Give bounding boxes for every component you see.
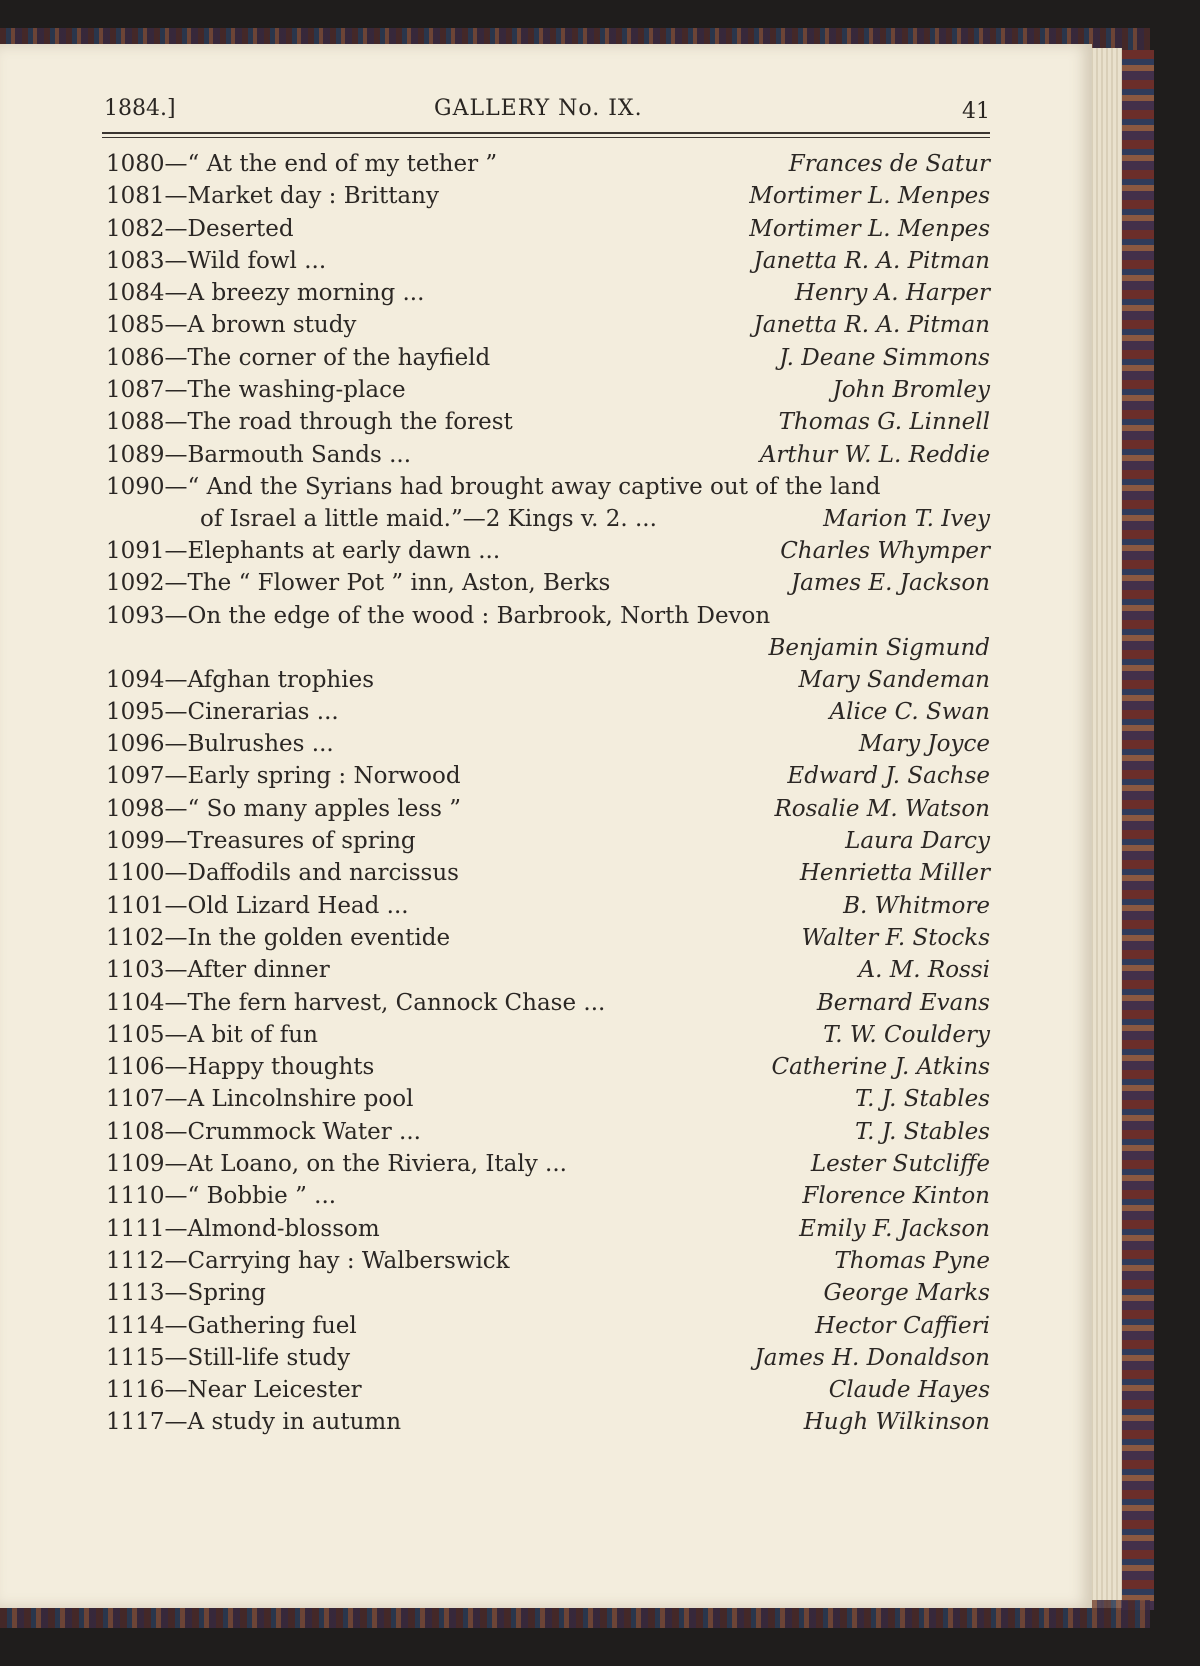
entry-title: 1088—The road through the forest <box>106 409 513 436</box>
entry-title: 1100—Daffodils and narcissus <box>106 860 459 887</box>
entry-artist: Claude Hayes <box>823 1374 990 1406</box>
catalogue-entry <box>106 1406 990 1438</box>
entry-title: 1105—A bit of fun <box>106 1021 318 1048</box>
entry-title: 1093—On the edge of the wood : Barbrook, North Devon <box>106 602 771 629</box>
entry-artist: Henrietta Miller <box>794 857 990 889</box>
entry-title: 1113—Spring <box>106 1280 266 1307</box>
catalogue-entry <box>106 728 990 760</box>
catalogue-entry <box>106 471 990 535</box>
catalogue-entry <box>106 664 990 696</box>
entry-artist: Emily F. Jackson <box>793 1213 990 1245</box>
entry-title: 1112—Carrying hay : Walberswick <box>106 1247 510 1274</box>
catalogue-entry <box>106 567 990 599</box>
entry-title: 1104—The fern harvest, Cannock Chase ... <box>106 989 606 1016</box>
catalogue-entry <box>106 213 990 245</box>
entry-title: 1110—“ Bobbie ” ... <box>106 1183 337 1210</box>
catalogue-entry <box>106 1051 990 1083</box>
catalogue-entry <box>106 1148 990 1180</box>
entry-title: 1117—A study in autumn <box>106 1409 402 1436</box>
catalogue-entry <box>106 277 990 309</box>
catalogue-entry <box>106 1180 990 1212</box>
entry-artist: Hugh Wilkinson <box>798 1406 990 1438</box>
entry-title: 1094—Afghan trophies <box>106 666 375 693</box>
entry-title: 1082—Deserted <box>106 215 294 242</box>
entry-title: 1089—Barmouth Sands ... <box>106 441 412 468</box>
entry-artist: Lester Sutcliffe <box>805 1148 990 1180</box>
catalogue-entry <box>106 148 990 180</box>
entry-artist: T. J. Stables <box>849 1083 990 1115</box>
entry-artist: Walter F. Stocks <box>796 922 990 954</box>
entry-title: 1108—Crummock Water ... <box>106 1118 421 1145</box>
catalogue-entry <box>106 1245 990 1277</box>
entry-artist: Rosalie M. Watson <box>768 793 990 825</box>
catalogue-entry <box>106 406 990 438</box>
catalogue-entry <box>106 696 990 728</box>
entry-artist: Laura Darcy <box>839 825 990 857</box>
entry-title: 1114—Gathering fuel <box>106 1312 357 1339</box>
header-year: 1884.] <box>104 96 176 121</box>
entry-title: 1096—Bulrushes ... <box>106 731 334 758</box>
entry-artist: Henry A. Harper <box>789 277 990 309</box>
catalogue-entry <box>106 180 990 212</box>
catalogue-list <box>106 148 990 1439</box>
catalogue-entry <box>106 1374 990 1406</box>
entry-artist: Florence Kinton <box>796 1180 990 1212</box>
entry-artist: James H. Donaldson <box>748 1342 990 1374</box>
catalogue-entry <box>106 857 990 889</box>
entry-title: 1084—A breezy morning ... <box>106 280 425 307</box>
catalogue-entry <box>106 1083 990 1115</box>
entry-artist: Hector Caffieri <box>809 1310 990 1342</box>
header-rule <box>102 132 990 134</box>
catalogue-entry <box>106 439 990 471</box>
entry-artist: Charles Whymper <box>774 535 990 567</box>
entry-title: 1085—A brown study <box>106 312 357 339</box>
entry-artist: T. J. Stables <box>849 1116 990 1148</box>
entry-title: 1087—The washing-place <box>106 377 406 404</box>
entry-title: 1081—Market day : Brittany <box>106 183 439 210</box>
entry-title: 1103—After dinner <box>106 957 330 984</box>
entry-title: 1083—Wild fowl ... <box>106 247 327 274</box>
entry-artist: Catherine J. Atkins <box>766 1051 990 1083</box>
entry-title: 1092—The “ Flower Pot ” inn, Aston, Berks <box>106 570 611 597</box>
entry-title-continuation: of Israel a little maid.”—2 Kings v. 2. ... <box>200 505 657 532</box>
entry-title: 1098—“ So many apples less ” <box>106 795 462 822</box>
entry-title: 1102—In the golden eventide <box>106 924 451 951</box>
catalogue-entry <box>106 793 990 825</box>
entry-artist: Janetta R. A. Pitman <box>748 245 990 277</box>
entry-artist: James E. Jackson <box>785 567 990 599</box>
entry-title: 1086—The corner of the hayfield <box>106 344 491 371</box>
entry-artist: A. M. Rossi <box>852 954 990 986</box>
catalogue-entry <box>106 954 990 986</box>
catalogue-entry <box>106 600 990 664</box>
entry-title: 1109—At Loano, on the Riviera, Italy ... <box>106 1151 567 1178</box>
entry-artist: Benjamin Sigmund <box>763 632 990 664</box>
page-number: 41 <box>962 99 990 124</box>
entry-artist: Edward J. Sachse <box>781 760 990 792</box>
entry-artist: George Marks <box>818 1277 990 1309</box>
entry-artist: Mortimer L. Menpes <box>743 213 990 245</box>
entry-title: 1101—Old Lizard Head ... <box>106 892 409 919</box>
entry-artist: T. W. Couldery <box>817 1019 990 1051</box>
entry-title: 1080—“ At the end of my tether ” <box>106 151 498 177</box>
entry-artist: Thomas G. Linnell <box>773 406 990 438</box>
catalogue-entry <box>106 922 990 954</box>
catalogue-entry <box>106 987 990 1019</box>
cover-marbling-right <box>1118 50 1154 1610</box>
entry-title: 1090—“ And the Syrians had brought away captive out of the land <box>106 473 881 500</box>
catalogue-entry <box>106 1116 990 1148</box>
catalogue-entry <box>106 760 990 792</box>
entry-title: 1111—Almond-blossom <box>106 1215 380 1242</box>
entry-artist: Mary Sandeman <box>792 664 990 696</box>
entry-title: 1106—Happy thoughts <box>106 1054 375 1081</box>
entry-title: 1107—A Lincolnshire pool <box>106 1086 414 1113</box>
entry-title: 1091—Elephants at early dawn ... <box>106 537 501 564</box>
catalogue-entry <box>106 535 990 567</box>
catalogue-entry <box>106 1342 990 1374</box>
catalogue-entry <box>106 1213 990 1245</box>
entry-artist: John Bromley <box>826 374 990 406</box>
catalogue-entry <box>106 890 990 922</box>
entry-artist: Frances de Satur <box>783 148 990 180</box>
entry-artist: Janetta R. A. Pitman <box>748 309 990 341</box>
page-edges <box>1088 48 1122 1608</box>
catalogue-entry <box>106 825 990 857</box>
catalogue-entry <box>106 374 990 406</box>
entry-artist: J. Deane Simmons <box>773 342 990 374</box>
entry-artist: Mary Joyce <box>853 728 990 760</box>
entry-artist: Alice C. Swan <box>824 696 991 728</box>
entry-artist: Mortimer L. Menpes <box>743 180 990 212</box>
entry-title: 1095—Cinerarias ... <box>106 698 339 725</box>
header-rule-thin <box>102 137 990 138</box>
entry-title: 1097—Early spring : Norwood <box>106 763 461 790</box>
entry-title: 1115—Still-life study <box>106 1344 351 1371</box>
catalogue-entry <box>106 1277 990 1309</box>
catalogue-entry <box>106 309 990 341</box>
entry-artist: Bernard Evans <box>811 987 990 1019</box>
catalogue-entry <box>106 1019 990 1051</box>
catalogue-entry <box>106 342 990 374</box>
entry-title: 1116—Near Leicester <box>106 1377 362 1404</box>
entry-artist: Arthur W. L. Reddie <box>754 439 990 471</box>
running-header <box>104 96 990 136</box>
entry-artist: Thomas Pyne <box>828 1245 990 1277</box>
entry-artist: B. Whitmore <box>837 890 990 922</box>
entry-title: 1099—Treasures of spring <box>106 828 416 855</box>
entry-artist: Marion T. Ivey <box>817 503 990 535</box>
catalogue-entry <box>106 1310 990 1342</box>
header-gallery: GALLERY No. IX. <box>434 96 643 121</box>
catalogue-entry <box>106 245 990 277</box>
